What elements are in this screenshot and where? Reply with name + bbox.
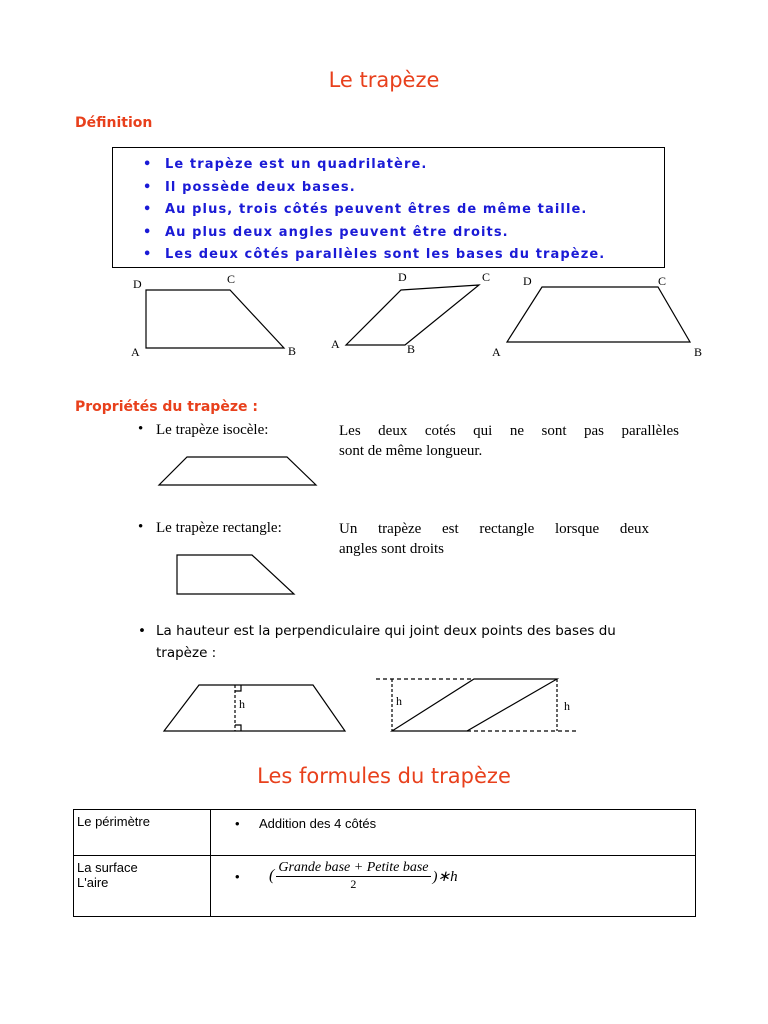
isosceles-trapezoid-shape: [507, 287, 690, 342]
vertex-label-c: C: [227, 272, 236, 286]
definition-text: Il possède deux bases.: [165, 179, 356, 195]
vertex-label-d: D: [133, 277, 142, 291]
vertex-label-a: A: [492, 345, 501, 359]
vertex-label-a: A: [331, 337, 340, 351]
perimeter-label: Le périmètre: [74, 810, 211, 856]
vertex-label-b: B: [694, 345, 703, 359]
vertex-label-c: C: [658, 274, 667, 288]
bullet: •: [235, 816, 240, 831]
area-label: L'aire: [77, 875, 109, 890]
area-formula-cell: [211, 856, 696, 917]
bullet: •: [143, 157, 153, 172]
table-row: [74, 856, 696, 917]
height-label: h: [564, 699, 570, 713]
perimeter-value-cell: [211, 810, 696, 856]
right-angle-mark: [235, 725, 241, 731]
bullet: •: [138, 421, 144, 437]
isocele-term: Le trapèze isocèle:: [156, 422, 269, 438]
bullet: •: [143, 247, 153, 262]
formulas-table: [73, 809, 696, 917]
vertex-label-c: C: [482, 270, 491, 284]
bullet: •: [143, 179, 153, 195]
definition-text: Au plus, trois côtés peuvent êtres de même taille.: [165, 202, 588, 217]
definition-text: Le trapèze est un quadrilatère.: [165, 157, 428, 172]
area-label-cell: [74, 856, 211, 917]
area-formula: [269, 860, 458, 892]
description-line: Les deux cotés qui ne sont pas parallèles: [339, 423, 679, 439]
formulas-heading: Les formules du trapèze: [257, 764, 511, 788]
slanted-trapezoid-shape: [346, 285, 479, 345]
perimeter-value: Addition des 4 côtés: [259, 816, 377, 831]
vertex-label-d: D: [523, 274, 532, 288]
rectangle-description: [339, 519, 649, 559]
vertex-label-a: A: [131, 345, 140, 359]
formula-numerator: Grande base + Petite base: [278, 860, 429, 875]
height-label: h: [396, 694, 402, 708]
description-line: angles sont droits: [339, 541, 444, 557]
definition-text: Les deux côtés parallèles sont les bases du trapèze.: [165, 247, 606, 262]
formula-paren-open: (: [269, 867, 275, 884]
formula-paren-close: )∗h: [432, 868, 458, 885]
table-row: [74, 810, 696, 856]
properties-heading: Propriétés du trapèze :: [75, 399, 258, 415]
right-angle-mark: [235, 685, 241, 691]
rectangle-term: Le trapèze rectangle:: [156, 520, 282, 536]
vertex-label-b: B: [407, 342, 416, 356]
hauteur-description: [156, 620, 676, 664]
description-line: sont de même longueur.: [339, 443, 483, 459]
isocele-trapezoid-shape: [159, 457, 316, 485]
bullet: •: [143, 224, 153, 240]
right-trapezoid-shape: [146, 290, 284, 348]
formula-denominator: 2: [350, 877, 357, 891]
area-label: La surface: [77, 860, 138, 875]
page-title: Le trapèze: [328, 68, 440, 92]
description-line: trapèze :: [156, 645, 217, 661]
height-parallelogram-shape: [392, 679, 557, 731]
rectangle-trapezoid-shape: [177, 555, 294, 594]
bullet: •: [138, 623, 146, 639]
bullet: •: [235, 868, 240, 884]
description-line: La hauteur est la perpendiculaire qui joint deux points des bases du: [156, 623, 616, 639]
vertex-label-b: B: [288, 344, 297, 358]
height-label: h: [239, 697, 245, 711]
bullet: •: [143, 202, 153, 217]
height-trapezoid-shape: [164, 685, 345, 731]
description-line: Un trapèze est rectangle lorsque deux: [339, 521, 649, 537]
vertex-label-d: D: [398, 270, 407, 284]
definition-text: Au plus deux angles peuvent être droits.: [165, 224, 509, 240]
isocele-description: [339, 421, 679, 461]
bullet: •: [138, 519, 144, 535]
formula-fraction: [276, 860, 430, 892]
definition-heading: Définition: [75, 115, 153, 131]
